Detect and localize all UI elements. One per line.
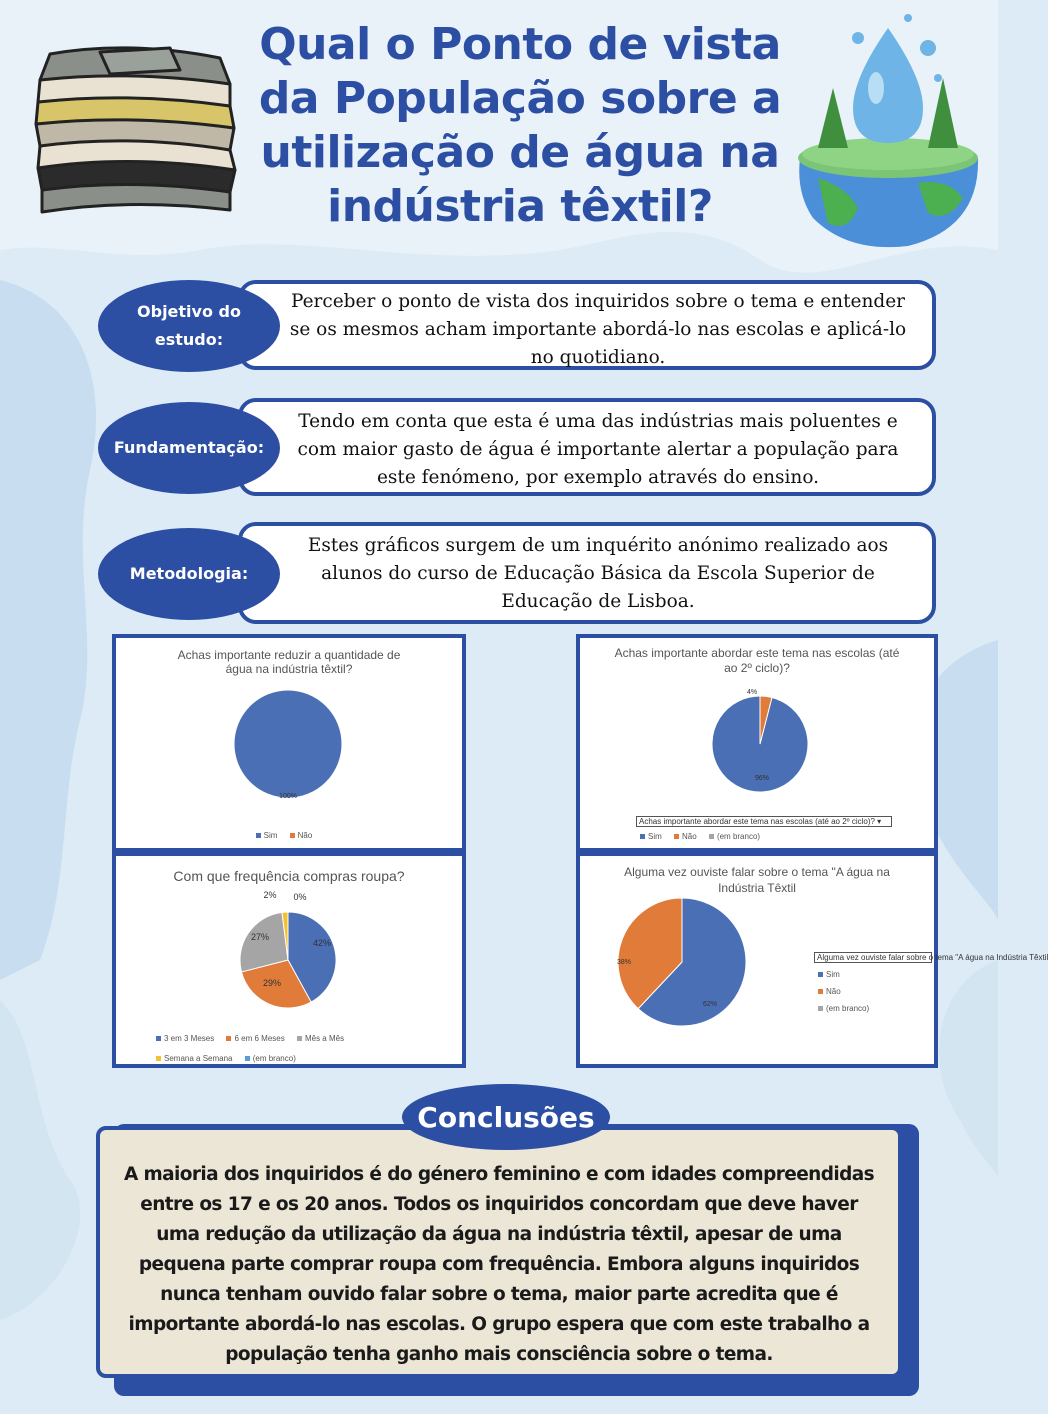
data-label: 38% <box>616 959 632 966</box>
rationale-box <box>238 398 936 496</box>
legend-item-nao: Não <box>818 983 869 1000</box>
data-label: 62% <box>702 1001 718 1008</box>
rationale-label-text: Fundamentação: <box>113 438 265 457</box>
chart-legend <box>640 832 770 841</box>
data-label: 100% <box>279 793 297 800</box>
chart-title: Alguma vez ouviste falar sobre o tema "A água na Indústria Têxtil <box>624 865 890 895</box>
data-label: 42% <box>312 938 332 948</box>
filter-dropdown[interactable]: Alguma vez ouviste falar sobre o tema "A água na Indústria Têxtil <box>814 952 932 963</box>
legend-item-3m: 3 em 3 Meses <box>156 1029 214 1049</box>
chart-legend <box>156 1029 436 1069</box>
chart-panel-buy-frequency <box>112 852 466 1068</box>
chart-panel-school-topic <box>576 634 938 852</box>
legend-item-blank: (em branco) <box>818 1000 869 1017</box>
rationale-text: Tendo em conta que esta é uma das indústrias mais poluentes e com maior gasto de água é importante alertar a população para este fenómeno, por exemplo através do ensino. <box>297 411 899 488</box>
methodology-label-text: Metodologia: <box>129 564 249 583</box>
data-label: 0% <box>293 892 307 902</box>
legend-item-monthly: Mês a Mês <box>297 1029 344 1049</box>
legend-item-weekly: Semana a Semana <box>156 1049 233 1069</box>
objective-text: Perceber o ponto de vista dos inquiridos sobre o tema e entender se os mesmos acham importante abordá-lo nas escolas e aplicá-lo no quotidiano. <box>289 291 907 368</box>
methodology-text: Estes gráficos surgem de um inquérito anónimo realizado aos alunos do curso de Educação Básica da Escola Superior de Educação de Lisboa. <box>307 535 889 612</box>
methodology-label <box>98 528 280 620</box>
data-label: 29% <box>262 978 282 988</box>
objective-label <box>98 280 280 372</box>
earth-water-drop-icon <box>788 8 988 258</box>
filter-dropdown[interactable]: Achas importante abordar este tema nas escolas (até ao 2º ciclo)? ▾ <box>636 816 892 827</box>
objective-box <box>238 280 936 370</box>
pie-slice-sim <box>234 690 342 798</box>
chart-panel-reduce-water <box>112 634 466 852</box>
legend-item-blank: (em branco) <box>245 1049 296 1069</box>
conclusion-heading-text: Conclusões <box>417 1100 595 1134</box>
legend-item-sim: Sim <box>640 832 662 841</box>
page-title: Qual o Ponto de vista da População sobre a utilização de água na indústria têxtil? <box>258 19 782 232</box>
chart-legend <box>116 831 462 840</box>
chart-legend <box>818 966 869 1017</box>
pie-chart-reduce-water <box>116 638 462 848</box>
legend-item-sim: Sim <box>256 831 278 840</box>
conclusion-box <box>96 1126 902 1378</box>
data-label: 4% <box>746 689 758 696</box>
chart-title: Achas importante reduzir a quantidade de água na indústria têxtil? <box>177 648 401 676</box>
objective-label-text: Objetivo do estudo: <box>137 302 241 349</box>
legend-item-nao: Não <box>674 832 697 841</box>
legend-item-6m: 6 em 6 Meses <box>226 1029 284 1049</box>
legend-item-nao: Não <box>290 831 313 840</box>
methodology-box <box>238 522 936 624</box>
rationale-label <box>98 402 280 494</box>
data-label: 2% <box>263 890 277 900</box>
clothes-stack-icon <box>30 40 245 220</box>
data-label: 96% <box>754 775 770 782</box>
legend-item-sim: Sim <box>818 966 869 983</box>
legend-item-blank: (em branco) <box>709 832 760 841</box>
conclusion-text: A maioria dos inquiridos é do género feminino e com idades compreendidas entre os 17 e os 20 anos. Todos os inquiridos concordam que deve haver uma redução da utilização da água na indústria têxtil, apesar de uma pequena parte comprar roupa com frequência. Embora alguns inquiridos nunca tenham ouvido falar sobre o tema, maior parte acredita que é importante abordá-lo nas escolas. O grupo espera que com este trabalho a população tenha ganho mais consciência sobre o tema. <box>123 1164 875 1365</box>
chart-panel-heard-topic <box>576 852 1048 1068</box>
chart-title: Achas importante abordar este tema nas escolas (até ao 2º ciclo)? <box>614 646 900 675</box>
conclusion-heading <box>402 1084 610 1150</box>
data-label: 27% <box>250 932 270 942</box>
chart-title: Com que frequência compras roupa? <box>173 868 405 884</box>
